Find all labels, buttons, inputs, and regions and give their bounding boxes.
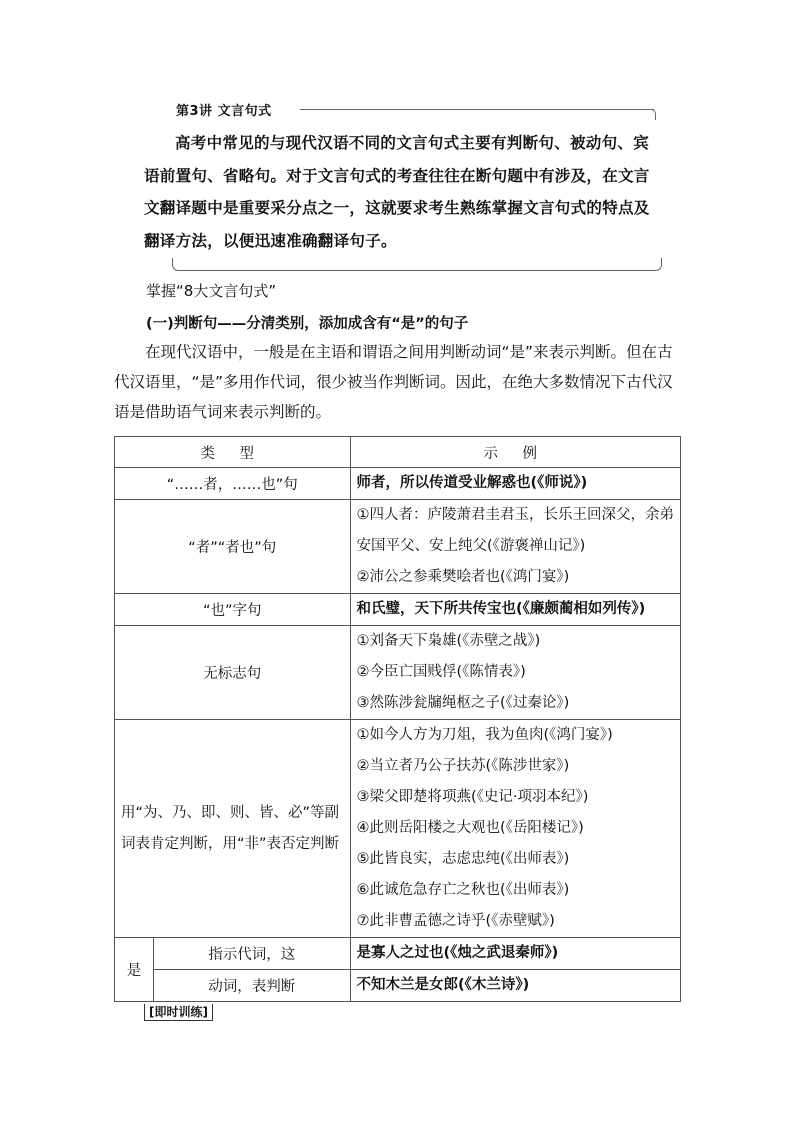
- row-type: “者”“者也”句: [115, 500, 351, 594]
- table-row: [115, 626, 681, 720]
- table-header-row: [115, 437, 681, 468]
- example-line: ⑤此皆良实，志虑忠纯(《出师表》): [356, 851, 570, 867]
- section-title: 掌握“8大文言句式”: [146, 282, 277, 300]
- row-type: 无标志句: [115, 626, 351, 720]
- table-row: [115, 938, 681, 970]
- example-line: ③梁父即楚将项燕(《史记·项羽本纪》): [356, 789, 589, 805]
- header-type: 类 型: [115, 437, 351, 468]
- table-row: [115, 468, 681, 500]
- shi-subtype: 指示代词，这: [154, 938, 351, 970]
- example-line: ①四人者：庐陵萧君圭君玉，长乐王回深父，余弟: [356, 507, 674, 523]
- example-line: 安国平父、安上纯父(《游褒禅山记》): [356, 538, 586, 554]
- sentence-type-table: [114, 436, 681, 1002]
- intro-paragraph: 高考中常见的与现代汉语不同的文言句式主要有判断句、被动句、宾语前置句、省略句。对于文言句式的考查往往在断句题中有涉及，在文言文翻译题中是重要采分点之一，这就要求考生熟练掌握文言句式的特点及翻译方法，以便迅速准确翻译句子。: [144, 134, 650, 250]
- header-example: 示 例: [350, 437, 681, 468]
- example-line: ①如今人方为刀俎，我为鱼肉(《鸿门宴》): [356, 727, 613, 743]
- shi-subtype: 动词，表判断: [154, 970, 351, 1002]
- row-example: [350, 468, 681, 500]
- header-rule: [300, 109, 654, 110]
- shi-label: 是: [115, 938, 154, 1002]
- example-line: ②今臣亡国贱俘(《陈情表》): [356, 664, 526, 680]
- shi-example: 是寡人之过也(《烛之武退秦师》): [350, 938, 681, 970]
- table-row: [115, 720, 681, 938]
- row-example: [350, 720, 681, 938]
- example-line: 和氏璧，天下所共传宝也(《廉颇蔺相如列传》): [356, 601, 646, 617]
- table-row: [115, 500, 681, 594]
- table-row: [115, 970, 681, 1002]
- example-line: ⑦此非曹孟德之诗乎(《赤壁赋》): [356, 913, 555, 929]
- row-type: 用“为、乃、即、则、皆、必”等副词表肯定判断，用“非”表否定判断: [115, 720, 351, 938]
- example-line: 师者，所以传道受业解惑也(《师说》): [356, 475, 588, 491]
- example-line: ④此则岳阳楼之大观也(《岳阳楼记》): [356, 820, 584, 836]
- shi-example: 不知木兰是女郎(《木兰诗》): [350, 970, 681, 1002]
- example-line: ⑥此诚危急存亡之秋也(《出师表》): [356, 882, 570, 898]
- header-hook: [649, 109, 656, 120]
- row-example: [350, 594, 681, 626]
- practice-tag: [即时训练]: [144, 1004, 213, 1021]
- body-paragraph: 在现代汉语中，一般是在主语和谓语之间用判断动词“是”来表示判断。但在古代汉语里，“是”多用作代词，很少被当作判断词。因此，在绝大多数情况下古代汉语是借助语气词来表示判断的。: [114, 343, 673, 421]
- row-example: [350, 626, 681, 720]
- lecture-title: 第3讲 文言句式: [176, 100, 278, 119]
- example-line: ②沛公之参乘樊哙者也(《鸿门宴》): [356, 569, 570, 585]
- row-type: “……者，……也”句: [115, 468, 351, 500]
- table-row: [115, 594, 681, 626]
- row-example: [350, 500, 681, 594]
- example-line: ②当立者乃公子扶苏(《陈涉世家》): [356, 758, 570, 774]
- subsection-title: (一)判断句——分清类别，添加成含有“是”的句子: [146, 316, 469, 332]
- row-type: “也”字句: [115, 594, 351, 626]
- intro-bracket-bottom: [172, 258, 662, 271]
- example-line: ③然陈涉瓮牖绳枢之子(《过秦论》): [356, 695, 570, 711]
- example-line: ①刘备天下枭雄(《赤壁之战》): [356, 633, 541, 649]
